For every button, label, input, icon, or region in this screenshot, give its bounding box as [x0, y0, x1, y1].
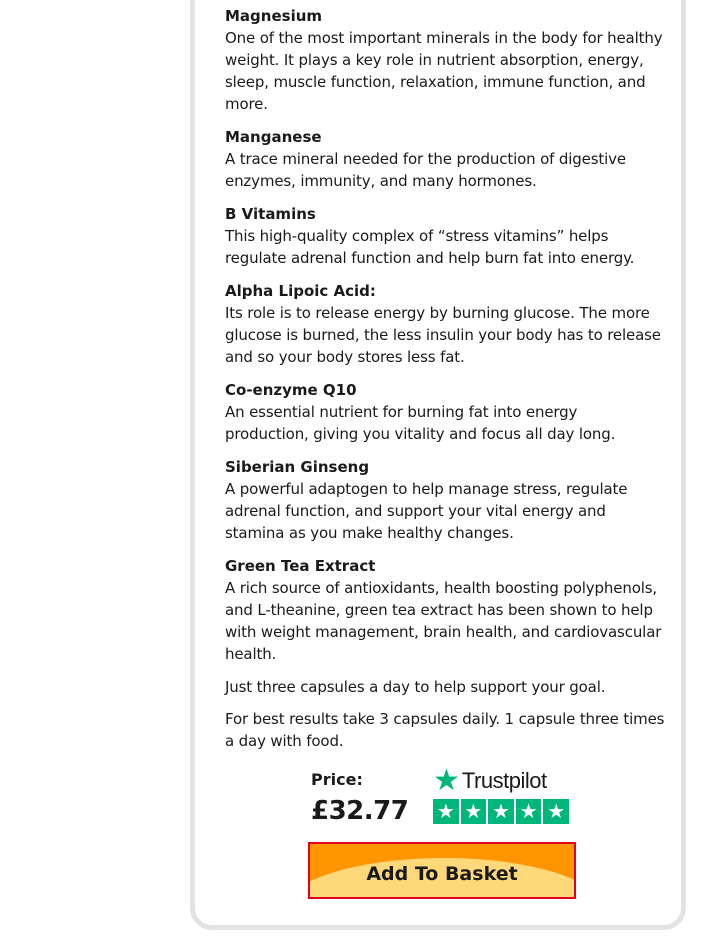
- ingredient-description: Its role is to release energy by burning glucose. The more glucose is burned, the less insulin your body has to release and so your body stores less fat.: [225, 304, 661, 366]
- rating-star-icon: ★: [543, 799, 569, 824]
- ingredient-description: One of the most important minerals in the body for healthy weight. It plays a key role in nutrient absorption, energy, sleep, muscle function, relaxation, immune function, and more.: [225, 29, 663, 113]
- price-value: £32.77: [311, 796, 409, 826]
- ingredient-description: A trace mineral needed for the production of digestive enzymes, immunity, and many hormones.: [225, 150, 626, 190]
- ingredient-description: An essential nutrient for burning fat into energy production, giving you vitality and focus all day long.: [225, 403, 616, 443]
- trustpilot-logo: [433, 765, 570, 797]
- dosage-instructions: For best results take 3 capsules daily. 1 capsule three times a day with food.: [225, 710, 665, 750]
- ingredient-co-enzyme-q10: [225, 379, 677, 445]
- ingredient-siberian-ginseng: [225, 456, 677, 544]
- ingredient-b-vitamins: [225, 203, 677, 269]
- ingredient-manganese: [225, 126, 677, 192]
- trustpilot-wordmark: Trustpilot: [461, 768, 547, 793]
- ingredient-alpha-lipoic-acid: [225, 280, 677, 368]
- trustpilot-badge[interactable]: [433, 765, 570, 824]
- trustpilot-rating: [433, 799, 570, 824]
- price-label: Price:: [311, 770, 363, 789]
- rating-star-icon: ★: [433, 799, 459, 824]
- dosage-summary: Just three capsules a day to help support your goal.: [225, 678, 606, 696]
- add-to-basket-button[interactable]: [308, 842, 576, 899]
- ingredient-green-tea-extract: [225, 555, 677, 665]
- ingredient-name: Manganese: [225, 128, 322, 146]
- ingredient-name: Co-enzyme Q10: [225, 381, 357, 399]
- ingredient-name: Alpha Lipoic Acid:: [225, 282, 376, 300]
- ingredient-name: Siberian Ginseng: [225, 458, 370, 476]
- ingredient-description: A rich source of antioxidants, health boosting polyphenols, and L-theanine, green tea extract has been shown to help with weight management, brain health, and cardiovascular health.: [225, 579, 662, 663]
- rating-star-icon: ★: [516, 799, 542, 824]
- ingredient-name: B Vitamins: [225, 205, 316, 223]
- ingredient-magnesium: [225, 5, 677, 115]
- rating-star-icon: ★: [488, 799, 514, 824]
- ingredient-name: Green Tea Extract: [225, 557, 376, 575]
- add-to-basket-label: Add To Basket: [366, 863, 518, 885]
- ingredient-description: This high-quality complex of “stress vitamins” helps regulate adrenal function and help burn fat into energy.: [225, 227, 635, 267]
- trustpilot-star-icon: ★: [433, 763, 460, 798]
- ingredient-description: A powerful adaptogen to help manage stress, regulate adrenal function, and support your vital energy and stamina as you make healthy changes.: [225, 480, 628, 542]
- ingredient-name: Magnesium: [225, 7, 323, 25]
- price-block: [311, 768, 408, 826]
- ingredients-section: [225, 5, 677, 762]
- rating-star-icon: ★: [461, 799, 487, 824]
